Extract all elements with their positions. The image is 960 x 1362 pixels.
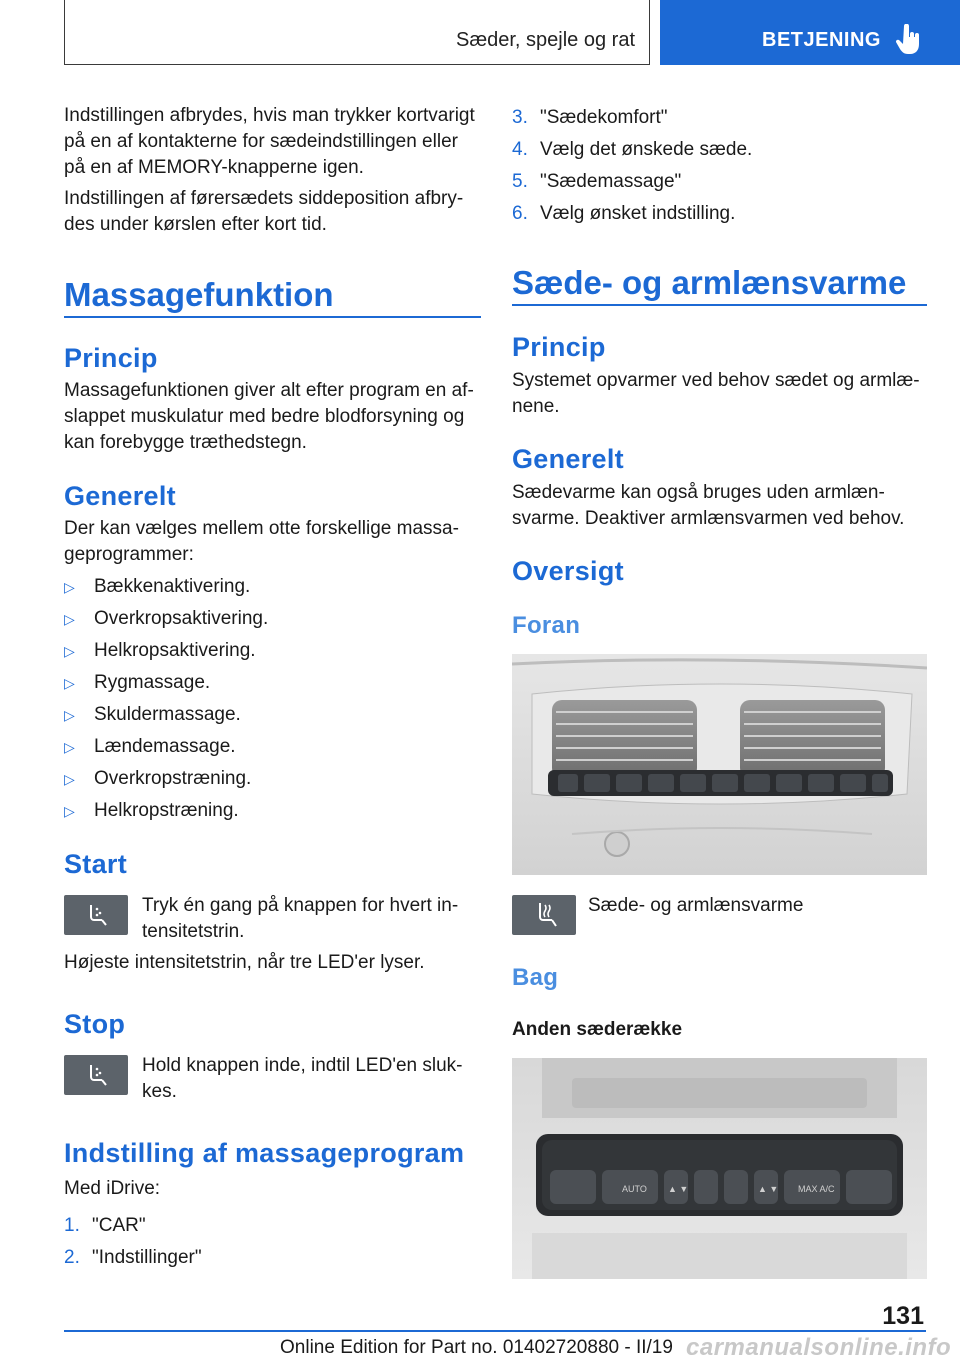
seat-heating-icon [512,895,576,935]
generelt-line: geprogrammer: [64,544,194,565]
heading-start: Start [64,849,128,879]
intro-line: Indstillingen afbrydes, hvis man trykker kortvarigt [64,105,475,126]
rear-panel-label: ▲ ▼ [668,1184,689,1194]
heading-generelt: Generelt [64,481,176,511]
rear-panel-label: ▲ ▼ [758,1184,779,1194]
rear-panel-label: AUTO [622,1184,647,1194]
heading-stop: Stop [64,1009,126,1039]
heading-princip: Princip [64,343,158,373]
program-intro: Med iDrive: [64,1178,161,1199]
bullet-triangle-icon: ▷ [64,643,75,659]
footer-edition: Online Edition for Part no. 01402720880 - II/19 [280,1337,673,1358]
bullet-triangle-icon: ▷ [64,579,75,595]
heading-oversigt: Oversigt [512,556,624,586]
heading-bag: Bag [512,964,559,991]
start-line: Tryk én gang på knappen for hvert in- [142,895,459,916]
footer-rule [64,1330,926,1332]
generelt-line: Der kan vælges mellem otte forskellige massa- [64,518,459,539]
section-title-seat-heating: Sæde- og armlænsvarme [512,264,907,301]
generelt-line: svarme. Deaktiver armlænsvarmen ved behov. [512,508,905,529]
princip-line: Massagefunktionen giver alt efter program en af- [64,380,474,401]
header-section-title: Sæder, spejle og rat [456,29,635,51]
heading-foran: Foran [512,612,581,639]
heating-caption: Sæde- og armlænsvarme [588,895,804,916]
start-line: tensitetstrin. [142,921,245,942]
stop-line: kes. [142,1081,177,1102]
seat-massage-icon [64,1055,128,1095]
princip-line: kan forebygge træthedstegn. [64,432,307,453]
bullet-triangle-icon: ▷ [64,739,75,755]
princip-line: Systemet opvarmer ved behov sædet og armlæ- [512,370,920,391]
princip-line: nene. [512,396,560,417]
princip-line: slappet muskulatur med bedre blodforsyning og [64,406,465,427]
rear-climate-panel-image [512,1058,927,1279]
intro-line: på en af kontakterne for sædeindstillingen eller [64,131,458,152]
header-section-box [64,0,650,65]
seat-massage-icon [64,895,128,935]
stop-line: Hold knappen inde, indtil LED'en sluk- [142,1055,463,1076]
heading-massage-program: Indstilling af massageprogram [64,1138,465,1168]
generelt-line: Sædevarme kan også bruges uden armlæn- [512,482,885,503]
bullet-triangle-icon: ▷ [64,771,75,787]
section-title-massage: Massagefunktion [64,276,334,313]
bullet-triangle-icon: ▷ [64,675,75,691]
header-chapter-tab[interactable] [660,0,960,65]
heading-generelt: Generelt [512,444,624,474]
bullet-triangle-icon: ▷ [64,707,75,723]
heading-second-row: Anden sæderække [512,1019,683,1040]
section-rule [64,316,481,318]
watermark: carmanualsonline.info [686,1334,952,1361]
bullet-triangle-icon: ▷ [64,611,75,627]
section-rule [512,304,927,306]
heading-princip: Princip [512,332,606,362]
intro-line: på en af MEMORY-knapperne igen. [64,157,364,178]
hand-pointer-icon [896,24,922,56]
front-climate-panel-image [512,654,927,875]
start-note: Højeste intensitetstrin, når tre LED'er lyser. [64,952,425,973]
header-chapter-title: BETJENING [762,29,881,51]
bullet-triangle-icon: ▷ [64,803,75,819]
page-number: 131 [882,1302,924,1330]
rear-panel-label: MAX A/C [798,1184,835,1194]
intro-line: des under kørslen efter kort tid. [64,214,327,235]
intro-line: Indstillingen af førersædets siddeposition afbry- [64,188,464,209]
